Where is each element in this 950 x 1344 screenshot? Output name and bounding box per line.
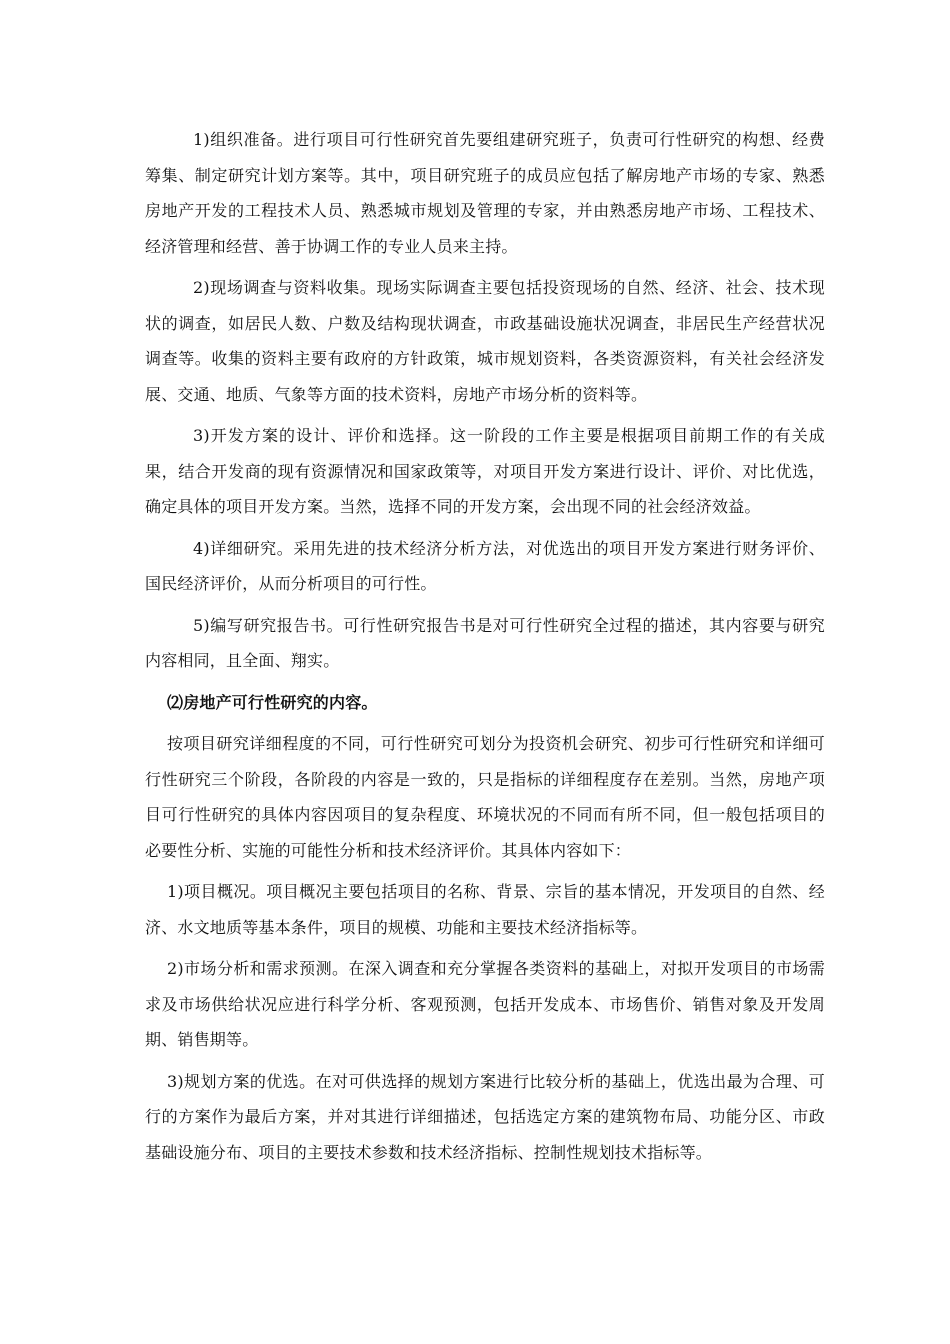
paragraph-detailed-research: 4)详细研究。采用先进的技术经济分析方法，对优选出的项目开发方案进行财务评价、国民经济评价，从而分析项目的可行性。: [145, 538, 825, 593]
paragraph-plan-selection: 3)规划方案的优选。在对可供选择的规划方案进行比较分析的基础上，优选出最为合理、可行的方案作为最后方案，并对其进行详细描述，包括选定方案的建筑物布局、功能分区、市政基础设施分布、项目的主要技术参数和技术经济指标、控制性规划技术指标等。: [145, 1071, 825, 1162]
paragraph-research-stages: 按项目研究详细程度的不同，可行性研究可划分为投资机会研究、初步可行性研究和详细可行性研究三个阶段，各阶段的内容是一致的，只是指标的详细程度存在差别。当然，房地产项目可行性研究的具体内容因项目的复杂程度、环境状况的不同而有所不同，但一般包括项目的必要性分析、实施的可能性分析和技术经济评价。其具体内容如下：: [145, 734, 825, 860]
section-heading: ⑵房地产可行性研究的内容。: [167, 692, 378, 712]
paragraph-site-survey: 2)现场调查与资料收集。现场实际调查主要包括投资现场的自然、经济、社会、技术现状的调查，如居民人数、户数及结构现状调查，市政基础设施状况调查，非居民生产经营状况调查等。收集的资料主要有政府的方针政策，城市规划资料，各类资源资料，有关社会经济发展、交通、地质、气象等方面的技术资料，房地产市场分析的资料等。: [145, 278, 825, 404]
paragraph-market-analysis: 2)市场分析和需求预测。在深入调查和充分掌握各类资料的基础上，对拟开发项目的市场需求及市场供给状况应进行科学分析、客观预测，包括开发成本、市场售价、销售对象及开发周期、销售期等。: [145, 959, 825, 1049]
paragraph-write-report: 5)编写研究报告书。可行性研究报告书是对可行性研究全过程的描述，其内容要与研究内容相同，且全面、翔实。: [145, 615, 825, 670]
paragraph-plan-design: 3)开发方案的设计、评价和选择。这一阶段的工作主要是根据项目前期工作的有关成果，结合开发商的现有资源情况和国家政策等，对项目开发方案进行设计、评价、对比优选，确定具体的项目开发方案。当然，选择不同的开发方案，会出现不同的社会经济效益。: [145, 426, 825, 516]
document-body: [145, 122, 825, 1176]
paragraph-organization-prep: 1)组织准备。进行项目可行性研究首先要组建研究班子，负责可行性研究的构想、经费筹集、制定研究计划方案等。其中，项目研究班子的成员应包括了解房地产市场的专家、熟悉房地产开发的工程技术人员、熟悉城市规划及管理的专家，并由熟悉房地产市场、工程技术、经济管理和经营、善于协调工作的专业人员来主持。: [145, 130, 825, 256]
paragraph-project-overview: 1)项目概况。项目概况主要包括项目的名称、背景、宗旨的基本情况，开发项目的自然、经济、水文地质等基本条件，项目的规模、功能和主要技术经济指标等。: [145, 882, 825, 937]
